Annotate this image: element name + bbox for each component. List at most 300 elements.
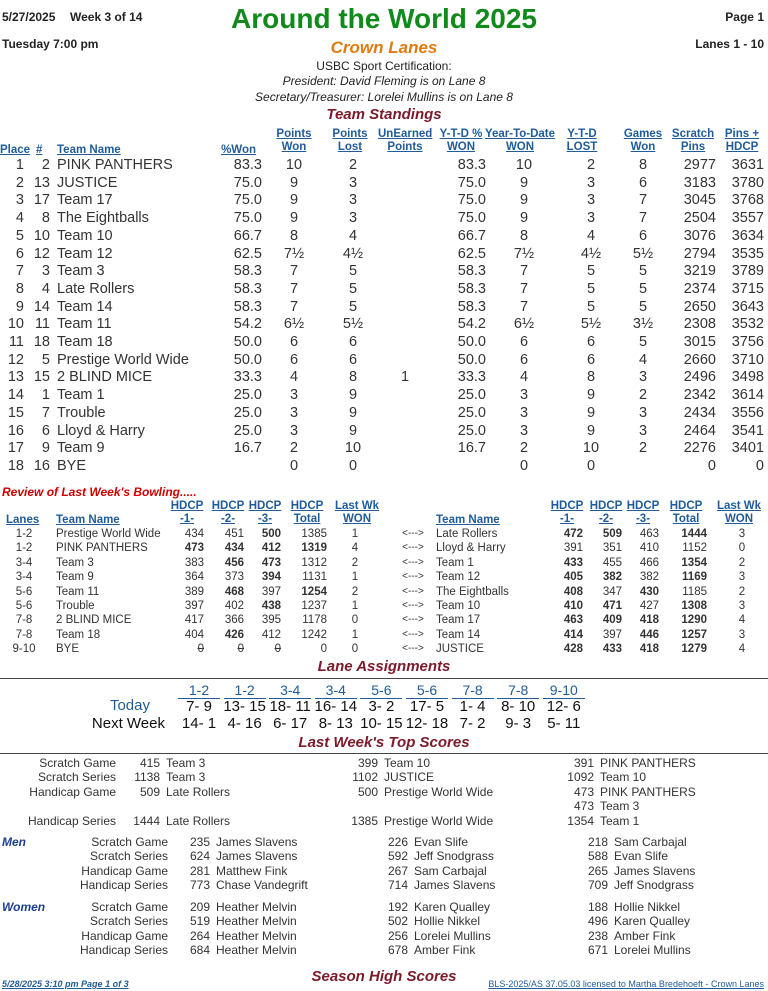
standings-col-header: Place <box>0 144 31 156</box>
standings-cell: 7 <box>15 263 24 280</box>
review-left-score: 1 <box>351 628 359 641</box>
score-bowler: Team 1 <box>600 814 640 828</box>
score-value: 502 <box>387 914 408 928</box>
standings-cell: 5 <box>41 351 50 368</box>
review-right-score: 1257 <box>681 628 707 641</box>
score-value: 671 <box>587 943 608 957</box>
review-left-score: 1 <box>351 528 359 540</box>
standings-cell: 5 <box>638 334 648 350</box>
review-lanes: 9-10 <box>12 643 36 656</box>
review-left-score: 468 <box>224 585 244 598</box>
standings-cell: 5 <box>638 298 648 315</box>
today-matchup: 16- 14 <box>314 698 358 715</box>
vs-arrow-icon: <---> <box>402 542 424 554</box>
score-value: 264 <box>189 929 210 943</box>
score-bowler: Sam Carbajal <box>414 864 487 878</box>
standings-cell: 5 <box>348 263 358 280</box>
standings-cell: 9 <box>289 174 299 191</box>
standings-cell: 2504 <box>683 210 716 227</box>
standings-cell: 3710 <box>731 351 764 368</box>
score-value: 235 <box>189 835 210 849</box>
vs-arrow-icon: <---> <box>402 600 424 611</box>
review-left-score: 397 <box>184 600 204 612</box>
standings-cell: 2 <box>15 174 24 191</box>
standings-cell: 6 <box>638 227 648 244</box>
review-left-team: 2 BLIND MICE <box>56 614 132 627</box>
standings-cell: 6 <box>638 174 648 191</box>
review-lanes: 5-6 <box>15 600 33 612</box>
review-lanes: 3-4 <box>15 571 33 584</box>
today-matchup: 12- 6 <box>546 698 581 715</box>
score-bowler: Prestige World Wide <box>384 814 494 828</box>
standings-cell: 9 <box>586 387 596 404</box>
review-left-score: 402 <box>224 600 244 612</box>
divider <box>0 753 768 754</box>
review-left-score: 1312 <box>301 556 327 569</box>
standings-cell: 8 <box>519 227 529 244</box>
standings-cell: 2660 <box>683 351 716 368</box>
standings-cell: 6 <box>519 351 529 368</box>
score-bowler: PINK PANTHERS <box>600 756 696 770</box>
standings-col-header: Points Lost <box>332 128 368 153</box>
standings-cell: 25.0 <box>457 422 486 439</box>
score-category: Handicap Series <box>79 943 168 957</box>
standings-cell: 18 <box>7 457 24 474</box>
review-left-score: 0 <box>237 643 244 656</box>
standings-col-header: Y-T-D LOST <box>566 128 598 153</box>
score-bowler: PINK PANTHERS <box>600 785 696 799</box>
today-matchup: 18- 11 <box>269 698 311 715</box>
standings-cell: 2464 <box>683 422 716 439</box>
review-right-score: 1290 <box>681 614 707 627</box>
review-right-score: 509 <box>602 528 622 540</box>
score-bowler: Jeff Snodgrass <box>614 878 694 892</box>
review-lanes: 1-2 <box>15 542 33 555</box>
standings-cell: 8 <box>15 280 24 297</box>
review-right-score: 2 <box>738 585 746 598</box>
today-matchup: 8- 10 <box>501 698 536 715</box>
review-right-score: 3 <box>738 571 746 584</box>
next-week-matchup: 14- 1 <box>181 715 217 732</box>
standings-cell: 6 <box>289 334 299 350</box>
review-right-score: 4 <box>738 643 746 656</box>
standings-cell: 5½ <box>580 316 602 333</box>
standings-cell: 3715 <box>731 280 764 297</box>
score-value: 473 <box>573 785 594 799</box>
standings-cell: 7 <box>519 280 529 297</box>
standings-cell: 16 <box>7 422 24 439</box>
review-left-team: Team 9 <box>56 571 94 584</box>
review-col-header: Last Wk WON <box>334 500 380 525</box>
standings-cell: 5 <box>638 280 648 297</box>
standings-cell: 3768 <box>731 192 764 209</box>
standings-cell: 58.3 <box>457 280 486 297</box>
standings-cell: 0 <box>755 457 764 474</box>
standings-cell: 54.2 <box>457 316 486 333</box>
standings-cell: 7 <box>289 280 299 297</box>
review-right-score: 418 <box>639 643 659 656</box>
score-bowler: Heather Melvin <box>216 929 297 943</box>
standings-cell: 58.3 <box>233 298 262 315</box>
review-lanes: 7-8 <box>15 628 33 641</box>
standings-title: Team Standings <box>326 106 442 123</box>
standings-cell: 7½ <box>283 245 305 262</box>
review-right-score: 433 <box>602 643 622 656</box>
review-right-score: 0 <box>738 542 746 555</box>
score-bowler: Team 10 <box>384 756 431 770</box>
review-col-header: HDCP Total <box>290 500 324 525</box>
standings-col-header: Pins + HDCP <box>724 128 760 153</box>
review-left-team: Team 11 <box>56 585 100 598</box>
lane-pair-label: 3-4 <box>315 682 357 699</box>
standings-cell: 3 <box>519 387 529 404</box>
standings-cell: 3 <box>586 210 596 227</box>
review-left-team: BYE <box>56 643 80 656</box>
review-right-team: Lloyd & Harry <box>436 542 506 555</box>
review-lanes: 1-2 <box>15 528 33 540</box>
score-category: Scratch Series <box>37 770 116 784</box>
score-value: 496 <box>587 914 608 928</box>
standings-cell: 5½ <box>632 245 654 262</box>
standings-cell: 6 <box>15 245 24 262</box>
score-bowler: Heather Melvin <box>216 914 297 928</box>
review-left-score: 438 <box>261 600 281 612</box>
standings-cell: 9 <box>289 210 299 227</box>
standings-cell: 7 <box>289 263 299 280</box>
score-value: 188 <box>587 900 608 914</box>
review-right-score: 409 <box>602 614 622 627</box>
standings-cell: 50.0 <box>457 351 486 368</box>
review-left-score: 364 <box>184 571 204 584</box>
score-value: 209 <box>189 900 210 914</box>
score-bowler: Team 3 <box>166 756 206 770</box>
standings-cell: 10 <box>515 157 533 173</box>
standings-cell: 3 <box>638 369 648 386</box>
standings-team-name: Team 9 <box>57 440 105 457</box>
today-matchup: 13- 15 <box>223 698 266 715</box>
score-value: 709 <box>587 878 608 892</box>
standings-cell: 3631 <box>731 157 764 173</box>
review-right-score: 351 <box>602 542 622 555</box>
score-value: 192 <box>387 900 408 914</box>
lane-pair-label: 5-6 <box>406 682 448 699</box>
standings-cell: 6 <box>289 351 299 368</box>
score-value: 281 <box>189 864 210 878</box>
review-right-score: 3 <box>738 528 746 540</box>
standings-cell: 6½ <box>283 316 305 333</box>
review-right-team: Late Rollers <box>436 528 498 540</box>
standings-cell: 2 <box>638 387 648 404</box>
lane-assignments-title: Lane Assignments <box>317 658 451 675</box>
standings-cell: 75.0 <box>457 210 486 227</box>
review-left-score: 4 <box>351 542 359 555</box>
score-value: 399 <box>357 756 378 770</box>
score-bowler: Hollie Nikkel <box>414 914 481 928</box>
standings-cell: 3 <box>348 210 358 227</box>
review-right-score: 3 <box>738 600 746 612</box>
lanes-range: Lanes 1 - 10 <box>695 37 764 51</box>
score-bowler: Heather Melvin <box>216 900 297 914</box>
standings-cell: 3634 <box>731 227 764 244</box>
review-left-team: Trouble <box>56 600 95 612</box>
certification: USBC Sport Certification: <box>316 59 452 73</box>
day-time: Tuesday 7:00 pm <box>2 37 99 51</box>
review-left-team: Team 18 <box>56 628 101 641</box>
lane-pair-label: 1-2 <box>178 682 220 699</box>
score-bowler: Evan Slife <box>414 835 469 849</box>
standings-col-header: %Won <box>221 144 256 156</box>
review-right-score: 446 <box>639 628 659 641</box>
standings-cell: 8 <box>586 369 596 386</box>
standings-cell: 3557 <box>731 210 764 227</box>
review-col-header: HDCP -1- <box>550 500 584 525</box>
center-name: Crown Lanes <box>330 38 438 57</box>
score-value: 1444 <box>133 814 160 828</box>
review-left-score: 373 <box>224 571 244 584</box>
standings-team-name: Trouble <box>57 404 106 421</box>
standings-cell: 10 <box>7 316 24 333</box>
standings-cell: 6 <box>348 334 358 350</box>
standings-cell: 4 <box>41 280 50 297</box>
review-right-score: 410 <box>639 542 659 555</box>
standings-cell: 3 <box>41 263 50 280</box>
score-bowler: Amber Fink <box>614 929 676 943</box>
standings-team-name: 2 BLIND MICE <box>57 369 153 386</box>
review-col-header: HDCP -3- <box>248 500 282 525</box>
review-right-score: 391 <box>563 542 583 555</box>
vs-arrow-icon: <---> <box>402 614 424 626</box>
standings-cell: 8 <box>348 369 358 386</box>
standings-team-name: Team 1 <box>57 387 105 404</box>
score-category: Scratch Game <box>91 900 168 914</box>
review-left-score: 389 <box>184 585 204 598</box>
standings-cell: 6 <box>586 334 596 350</box>
standings-cell: 3183 <box>683 174 716 191</box>
score-bowler: Team 10 <box>600 770 647 784</box>
standings-cell: 8 <box>289 227 299 244</box>
score-category: Scratch Game <box>39 756 116 770</box>
standings-cell: 3498 <box>731 369 764 386</box>
review-left-score: 1254 <box>301 585 327 598</box>
vs-arrow-icon: <---> <box>402 556 424 568</box>
standings-cell: 6 <box>348 351 358 368</box>
standings-cell: 3 <box>348 174 358 191</box>
standings-cell: 4 <box>638 351 648 368</box>
lane-pair-label: 7-8 <box>452 682 494 699</box>
review-right-score: 455 <box>602 556 622 569</box>
review-left-score: 473 <box>184 542 204 555</box>
standings-cell: 6 <box>519 334 529 350</box>
standings-cell: 0 <box>586 457 596 474</box>
review-right-score: 471 <box>602 600 622 612</box>
standings-cell: 3 <box>519 422 529 439</box>
standings-cell: 3643 <box>731 298 764 315</box>
score-value: 226 <box>387 835 408 849</box>
review-left-score: 1 <box>351 571 359 584</box>
standings-cell: 25.0 <box>457 404 486 421</box>
standings-cell: 4 <box>519 369 529 386</box>
standings-col-header: Scratch Pins <box>671 128 715 153</box>
standings-cell: 6 <box>586 351 596 368</box>
score-bowler: Prestige World Wide <box>384 785 494 799</box>
standings-cell: 83.3 <box>233 157 262 173</box>
standings-cell: 75.0 <box>233 192 262 209</box>
standings-cell: 5 <box>15 227 24 244</box>
score-value: 256 <box>387 929 408 943</box>
review-left-score: 1319 <box>301 542 327 555</box>
standings-cell: 3541 <box>731 422 764 439</box>
standings-cell: 3045 <box>683 192 716 209</box>
score-bowler: JUSTICE <box>384 770 435 784</box>
standings-cell: 2434 <box>683 404 716 421</box>
standings-cell: 5 <box>586 298 596 315</box>
standings-cell: 17 <box>7 440 24 457</box>
today-matchup: 17- 5 <box>409 698 445 715</box>
standings-cell: 9 <box>15 298 24 315</box>
review-left-score: 473 <box>261 556 281 569</box>
standings-cell: 3 <box>289 404 299 421</box>
review-col-header: HDCP -1- <box>170 500 204 525</box>
standings-cell: 54.2 <box>233 316 262 333</box>
standings-cell: 14 <box>7 387 24 404</box>
standings-cell: 50.0 <box>457 334 486 350</box>
score-value: 238 <box>587 929 608 943</box>
standings-cell: 13 <box>7 369 24 386</box>
review-right-score: 1354 <box>681 556 707 569</box>
score-category: Scratch Series <box>89 914 168 928</box>
standings-cell: 5 <box>586 263 596 280</box>
review-left-score: 0 <box>274 643 281 656</box>
score-value: 588 <box>587 849 608 863</box>
standings-cell: 9 <box>519 192 529 209</box>
review-right-score: 430 <box>639 585 659 598</box>
standings-team-name: BYE <box>57 457 87 474</box>
review-left-score: 404 <box>184 628 204 641</box>
standings-cell: 3532 <box>731 316 764 333</box>
standings-cell: 6 <box>41 422 50 439</box>
review-right-score: 1444 <box>681 528 707 540</box>
lane-pair-label: 7-8 <box>497 682 539 699</box>
vs-arrow-icon: <---> <box>402 585 424 597</box>
review-left-score: 394 <box>261 571 281 584</box>
review-right-team: Team 12 <box>436 571 481 584</box>
review-left-score: 0 <box>351 614 359 627</box>
score-bowler: Lorelei Mullins <box>614 943 691 957</box>
standings-cell: 1 <box>15 157 24 173</box>
standings-cell: 7 <box>638 192 648 209</box>
standings-cell: 33.3 <box>457 369 486 386</box>
review-left-score: 451 <box>224 528 244 540</box>
score-category: Handicap Series <box>79 878 168 892</box>
standings-cell: 12 <box>33 245 50 262</box>
review-col-header: HDCP Total <box>669 500 703 525</box>
standings-team-name: Late Rollers <box>57 280 135 297</box>
standings-cell: 0 <box>348 457 358 474</box>
standings-cell: 6½ <box>513 316 535 333</box>
review-right-score: 472 <box>563 528 583 540</box>
standings-cell: 9 <box>41 440 50 457</box>
standings-cell: 75.0 <box>457 174 486 191</box>
score-value: 1138 <box>134 770 160 784</box>
standings-cell: 2 <box>41 157 50 173</box>
score-category: Handicap Series <box>27 814 116 828</box>
score-bowler: Heather Melvin <box>216 943 297 957</box>
review-right-score: 463 <box>563 614 583 627</box>
standings-cell: 3756 <box>731 334 764 350</box>
score-bowler: Lorelei Mullins <box>414 929 491 943</box>
review-right-score: 382 <box>639 571 659 584</box>
review-col-header: Team Name <box>56 514 120 526</box>
review-left-score: 434 <box>224 542 244 555</box>
next-week-matchup: 10- 15 <box>360 715 403 732</box>
review-lanes: 7-8 <box>15 614 33 627</box>
standings-cell: 9 <box>519 174 529 191</box>
standings-cell: 66.7 <box>233 227 262 244</box>
review-right-score: 405 <box>563 571 583 584</box>
score-bowler: Sam Carbajal <box>614 835 687 849</box>
score-value: 714 <box>387 878 408 892</box>
score-category: Handicap Game <box>81 864 168 878</box>
standings-cell: 3401 <box>731 440 764 457</box>
standings-cell: 2374 <box>683 280 716 297</box>
today-label: Today <box>109 697 150 714</box>
review-right-score: 408 <box>563 585 583 598</box>
score-value: 500 <box>357 785 378 799</box>
standings-cell: 9 <box>289 192 299 209</box>
standings-cell: 3 <box>586 192 596 209</box>
divider <box>0 678 768 679</box>
standings-cell: 7 <box>638 210 648 227</box>
today-matchup: 1- 4 <box>459 698 486 715</box>
review-right-score: 418 <box>639 614 659 627</box>
score-category: Handicap Game <box>29 785 116 799</box>
standings-cell: 3 <box>15 192 24 209</box>
season-high-title: Season High Scores <box>311 968 457 985</box>
score-bowler: James Slavens <box>414 878 496 892</box>
standings-cell: 9 <box>586 404 596 421</box>
review-left-score: 456 <box>224 556 244 569</box>
standings-cell: 3076 <box>683 227 716 244</box>
score-bowler: Late Rollers <box>166 814 231 828</box>
review-right-score: 463 <box>639 528 659 540</box>
standings-cell: 5 <box>348 280 358 297</box>
standings-cell: 2496 <box>683 369 716 386</box>
standings-cell: 3780 <box>731 174 764 191</box>
review-left-score: 1385 <box>301 528 327 540</box>
standings-cell: 2 <box>348 157 358 173</box>
standings-cell: 4 <box>348 227 358 244</box>
page-number: Page 1 <box>725 10 764 24</box>
standings-cell: 4½ <box>342 245 364 262</box>
standings-cell: 17 <box>33 192 50 209</box>
score-value: 1102 <box>352 770 378 784</box>
score-value: 1354 <box>567 814 594 828</box>
standings-cell: 83.3 <box>457 157 486 173</box>
secretary-line: Secretary/Treasurer: Lorelei Mullins is on Lane 8 <box>255 90 513 104</box>
standings-col-header: Y-T-D % WON <box>439 128 483 153</box>
review-left-score: 1242 <box>301 628 327 641</box>
score-value: 265 <box>587 864 608 878</box>
lane-pair-label: 5-6 <box>360 682 402 699</box>
standings-cell: 58.3 <box>457 263 486 280</box>
score-value: 218 <box>587 835 608 849</box>
standings-team-name: PINK PANTHERS <box>57 157 173 173</box>
standings-cell: 62.5 <box>457 245 486 262</box>
standings-cell: 58.3 <box>457 298 486 315</box>
standings-cell: 12 <box>7 351 24 368</box>
standings-team-name: Team 18 <box>57 334 113 350</box>
score-value: 519 <box>189 914 210 928</box>
